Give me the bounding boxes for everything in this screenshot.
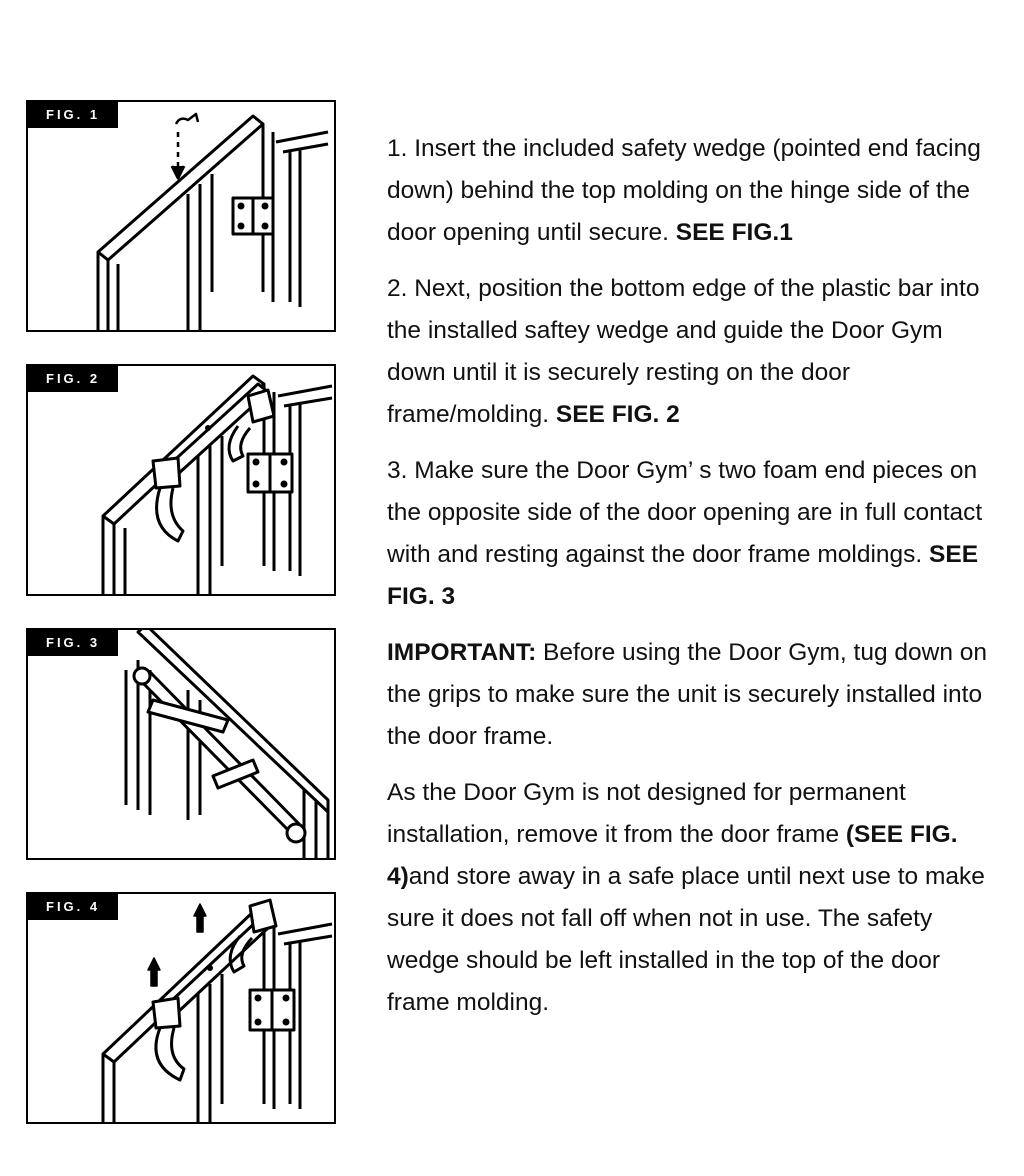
figure-2-label: FIG. 2 <box>28 366 118 392</box>
figure-2-drawing <box>28 366 334 594</box>
step-3-figure-ref: SEE FIG. 3 <box>387 541 979 610</box>
important-text: Before using the Door Gym, tug down on the grips to make sure the unit is securely installed into the door frame. <box>387 639 988 750</box>
storage-text-b: and store away in a safe place until next use to make sure it does not fall off when not in use. The safety wedge should be left installed in the top of the door frame molding. <box>387 863 985 1016</box>
figure-3-drawing <box>28 630 334 858</box>
step-2-figure-ref: SEE FIG. 2 <box>555 401 680 428</box>
step-1-figure-ref: SEE FIG.1 <box>675 219 793 246</box>
figure-1-label: FIG. 1 <box>28 102 118 128</box>
important-note <box>387 632 1007 758</box>
step-3-text: 3. Make sure the Door Gym’ s two foam end pieces on the opposite side of the door opening are in full contact with and resting against the door frame moldings. <box>387 457 983 568</box>
step-1 <box>387 128 1007 254</box>
step-2-text: 2. Next, position the bottom edge of the plastic bar into the installed saftey wedge and guide the Door Gym down until it is securely resting on the door frame/molding. <box>387 275 980 428</box>
figure-4 <box>26 892 336 1124</box>
storage-note <box>387 772 1007 1024</box>
step-3 <box>387 450 1007 618</box>
figure-1-drawing <box>28 102 334 330</box>
step-1-text: 1. Insert the included safety wedge (pointed end facing down) behind the top molding on the hinge side of the door opening until secure. <box>387 135 981 246</box>
figure-3 <box>26 628 336 860</box>
figure-2 <box>26 364 336 596</box>
figure-1 <box>26 100 336 332</box>
instructions <box>387 128 1007 1038</box>
storage-text-a: As the Door Gym is not designed for permanent installation, remove it from the door frame <box>387 779 906 848</box>
figure-3-label: FIG. 3 <box>28 630 118 656</box>
figure-4-label: FIG. 4 <box>28 894 118 920</box>
figure-4-drawing <box>28 894 334 1122</box>
important-label: IMPORTANT: <box>387 639 537 666</box>
storage-figure-ref: (SEE FIG. 4) <box>387 821 958 890</box>
step-2 <box>387 268 1007 436</box>
